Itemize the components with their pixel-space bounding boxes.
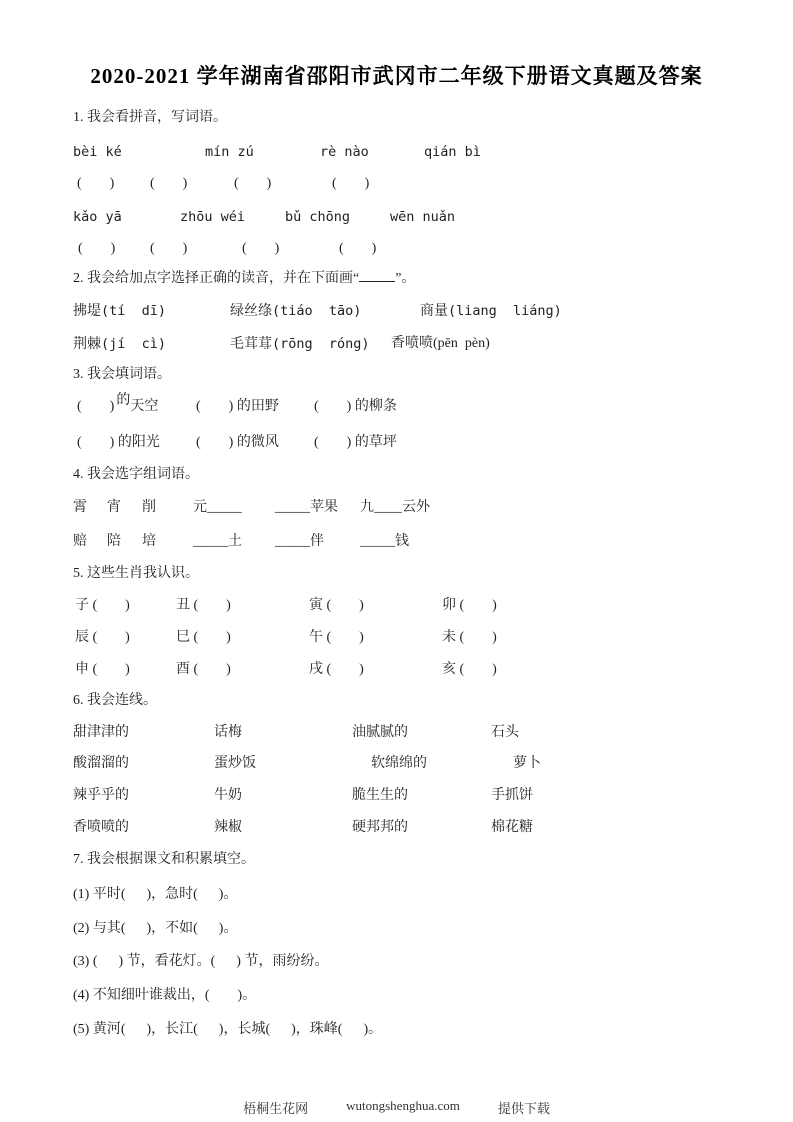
question-2-heading xyxy=(73,267,415,290)
dotted-char: 茸 xyxy=(258,337,272,352)
fill-word-item xyxy=(77,393,196,418)
answer-brackets-row-1 xyxy=(77,173,369,195)
exam-title: 2020-2021 学年湖南省邵阳市武冈市二年级下册语文真题及答案 xyxy=(90,64,703,88)
matching-row-2 xyxy=(73,753,541,775)
dotted-char: 棘 xyxy=(87,337,101,352)
match-right-item: 辣椒 xyxy=(214,820,242,835)
fill-word-row-2 xyxy=(77,432,397,454)
match-left-item: 硬邦邦的 xyxy=(352,820,408,835)
item-word: 天空 xyxy=(130,399,159,414)
fill-blank-line-1: (1) 平时( )，急时( )。 xyxy=(73,887,238,902)
zodiac-item: 巳 ( ) xyxy=(176,630,231,645)
matching-row-4 xyxy=(73,817,533,839)
item-text-pinyin: 喷(pēn pèn) xyxy=(419,336,490,351)
pinyin-word: rè nào xyxy=(320,144,369,160)
match-left-item: 辣乎乎的 xyxy=(73,788,129,803)
pinyin-row-2 xyxy=(73,206,455,228)
pinyin-word: bǔ chōng xyxy=(285,209,351,225)
fill-blank-line-4: (4) 不知细叶谁裁出，( )。 xyxy=(73,988,257,1003)
zodiac-item: 午 ( ) xyxy=(309,630,364,645)
pronunciation-item xyxy=(73,333,230,356)
answer-bracket: ( ) xyxy=(150,241,188,256)
question-1-heading: 1. 我会看拼音，写词语。 xyxy=(73,110,227,125)
question-4-heading: 4. 我会选字组词语。 xyxy=(73,467,199,482)
pinyin-word: kǎo yā xyxy=(73,209,122,225)
fill-word-item: ( ) 的柳条 xyxy=(314,399,397,414)
zodiac-row-2 xyxy=(75,627,497,649)
candidate-char: 陪 xyxy=(107,534,121,549)
answer-bracket: ( ) xyxy=(242,241,280,256)
pronunciation-item xyxy=(230,300,420,323)
question-3-heading: 3. 我会填词语。 xyxy=(73,367,171,382)
match-left-item: 酸溜溜的 xyxy=(73,756,129,771)
zodiac-item: 申 ( ) xyxy=(75,662,130,677)
fill-blank-line-5: (5) 黄河( )，长江( )，长城( )，珠峰( )。 xyxy=(73,1022,383,1037)
footer-download-label: 提供下载 xyxy=(497,1101,550,1116)
match-right-item: 蛋炒饭 xyxy=(214,756,256,771)
answer-bracket: ( ) xyxy=(77,399,115,414)
pinyin-word: qián bì xyxy=(424,144,481,160)
pronunciation-item xyxy=(73,300,230,323)
match-right-item: 萝卜 xyxy=(513,756,541,771)
item-text: 荆 xyxy=(73,337,87,352)
match-left-item: 软绵绵的 xyxy=(371,756,427,771)
dotted-char: 堤 xyxy=(87,304,101,319)
raised-de-char: 的 xyxy=(116,393,131,408)
heading-text: ”。 xyxy=(395,271,416,286)
choose-char-row-2 xyxy=(73,531,409,553)
zodiac-item: 寅 ( ) xyxy=(309,598,364,613)
pronunciation-choice-row-1 xyxy=(73,300,562,323)
match-right-item: 话梅 xyxy=(214,725,242,740)
pinyin-word: mín zú xyxy=(205,144,254,160)
fill-blank-line-3: (3) ( ) 节，看花灯。( ) 节，雨纷纷。 xyxy=(73,954,329,969)
match-left-item: 油腻腻的 xyxy=(352,725,408,740)
heading-text: 2. 我会给加点字选择正确的读音，并在下面画“ xyxy=(73,271,360,286)
zodiac-row-3 xyxy=(75,659,497,681)
candidate-char: 削 xyxy=(142,500,156,515)
item-pinyin-options: (liang liáng) xyxy=(448,303,562,319)
footer-site-url: wutongshenghua.com xyxy=(346,1098,460,1113)
pinyin-word: wēn nuǎn xyxy=(390,209,456,225)
match-left-item: 脆生生的 xyxy=(352,788,408,803)
pronunciation-choice-row-2 xyxy=(73,333,490,356)
answer-bracket: ( ) xyxy=(332,176,370,191)
matching-row-1 xyxy=(73,722,519,744)
underline-blank xyxy=(359,267,395,282)
answer-bracket: ( ) xyxy=(339,241,377,256)
fill-word-item: ( ) 的阳光 xyxy=(77,435,160,450)
item-text: 商 xyxy=(420,304,434,319)
page-footer xyxy=(0,1098,793,1117)
item-text: 拂 xyxy=(73,304,87,319)
dotted-char: 量 xyxy=(434,304,448,319)
pinyin-row-1 xyxy=(73,141,481,163)
match-right-item: 手抓饼 xyxy=(491,788,533,803)
zodiac-item: 子 ( ) xyxy=(75,598,130,613)
pronunciation-item xyxy=(230,333,391,356)
item-text: 毛茸 xyxy=(230,337,258,352)
item-text: 香 xyxy=(391,336,405,351)
fill-word-item: ( ) 的微风 xyxy=(196,435,279,450)
candidate-char: 培 xyxy=(142,534,156,549)
dotted-char: 绦 xyxy=(258,304,272,319)
answer-bracket: ( ) xyxy=(77,176,115,191)
zodiac-item: 辰 ( ) xyxy=(75,630,130,645)
fill-word-item: ( ) 的草坪 xyxy=(314,435,397,450)
choose-char-row-1 xyxy=(73,497,430,519)
answer-bracket: ( ) xyxy=(150,176,188,191)
question-5-heading: 5. 这些生肖我认识。 xyxy=(73,566,199,581)
match-right-item: 牛奶 xyxy=(214,788,242,803)
zodiac-row-1 xyxy=(75,595,497,617)
fill-blank-line-2: (2) 与其( )，不如( )。 xyxy=(73,921,238,936)
item-pinyin-options: (tí dī) xyxy=(101,303,167,319)
match-left-item: 香喷喷的 xyxy=(73,820,129,835)
word-blank: 九____云外 xyxy=(360,500,430,515)
match-right-item: 棉花糖 xyxy=(491,820,533,835)
word-blank: 元_____ xyxy=(193,500,242,515)
matching-row-3 xyxy=(73,785,533,807)
fill-word-item: ( ) 的田野 xyxy=(196,399,279,414)
pinyin-word: zhōu wéi xyxy=(180,209,246,225)
zodiac-item: 酉 ( ) xyxy=(176,662,231,677)
match-right-item: 石头 xyxy=(491,725,519,740)
pronunciation-item xyxy=(391,333,490,356)
pronunciation-item xyxy=(420,300,562,323)
zodiac-item: 丑 ( ) xyxy=(176,598,231,613)
candidate-char: 宵 xyxy=(107,500,121,515)
footer-site-name: 梧桐生花网 xyxy=(243,1101,309,1116)
item-text: 绿丝 xyxy=(230,304,258,319)
fill-word-row-1 xyxy=(77,393,397,418)
item-pinyin-options: (jí cì) xyxy=(101,336,167,352)
word-blank: _____土 xyxy=(193,534,242,549)
candidate-char: 霄 xyxy=(73,500,87,515)
match-left-item: 甜津津的 xyxy=(73,725,129,740)
zodiac-item: 亥 ( ) xyxy=(442,662,497,677)
answer-bracket: ( ) xyxy=(78,241,116,256)
dotted-char: 喷 xyxy=(405,336,419,351)
word-blank: _____苹果 xyxy=(275,500,338,515)
answer-brackets-row-2 xyxy=(78,238,376,260)
word-blank: _____伴 xyxy=(275,534,324,549)
zodiac-item: 未 ( ) xyxy=(442,630,497,645)
pinyin-word: bèi ké xyxy=(73,144,122,160)
answer-bracket: ( ) xyxy=(234,176,272,191)
zodiac-item: 卯 ( ) xyxy=(442,598,497,613)
question-6-heading: 6. 我会连线。 xyxy=(73,693,157,708)
item-pinyin-options: (rōng róng) xyxy=(272,336,370,352)
item-pinyin-options: (tiáo tāo) xyxy=(272,303,362,319)
zodiac-item: 戌 ( ) xyxy=(309,662,364,677)
candidate-char: 赔 xyxy=(73,534,87,549)
question-7-heading: 7. 我会根据课文和积累填空。 xyxy=(73,852,255,867)
word-blank: _____钱 xyxy=(360,534,409,549)
